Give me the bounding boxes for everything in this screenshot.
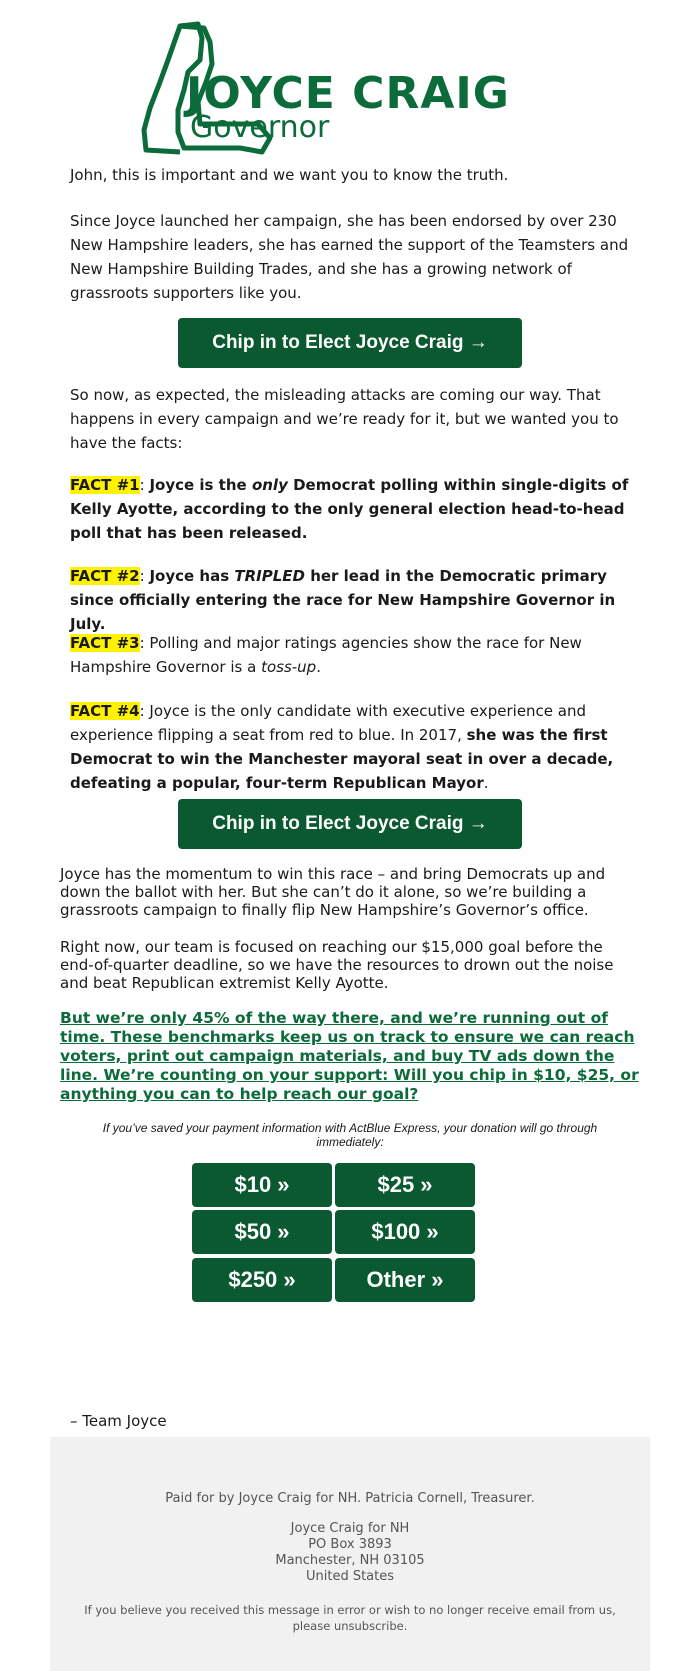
- fact-1-label: FACT #1: [70, 476, 140, 494]
- fact-3-label: FACT #3: [70, 634, 140, 652]
- fact-2: FACT #2: Joyce has TRIPLED her lead in the Democratic primary since officially entering the race for New Hampshire Governor in July.: [70, 567, 616, 633]
- paragraph-goal: Right now, our team is focused on reaching our $15,000 goal before the end-of-quarter deadline, so we have the resources to drown out the noise and beat Republican extremist Kelly Ayotte.: [60, 938, 614, 992]
- fact-1: FACT #1: Joyce is the only Democrat polling within single-digits of Kelly Ayotte, according to the only general election head-to-head poll that has been released.: [70, 476, 629, 542]
- donate-other-button[interactable]: Other »: [335, 1258, 475, 1302]
- paragraph-attacks: So now, as expected, the misleading attacks are coming our way. That happens in every campaign and we’re ready for it, but we wanted you to have the facts:: [70, 386, 619, 452]
- footer-po-box: PO Box 3893: [308, 1537, 392, 1552]
- donate-250-button[interactable]: $250 »: [192, 1258, 332, 1302]
- fact-2-label: FACT #2: [70, 567, 140, 585]
- donate-50-button[interactable]: $50 »: [192, 1210, 332, 1254]
- intro-text: John, this is important and we want you to know the truth.: [70, 166, 509, 184]
- actblue-express-note: If you’ve saved your payment information with ActBlue Express, your donation will go through immediately:: [102, 1121, 598, 1149]
- campaign-logo: [140, 20, 560, 160]
- footer-city: Manchester, NH 03105: [275, 1553, 425, 1568]
- footer-country: United States: [305, 1569, 395, 1584]
- donate-25-button[interactable]: $25 »: [335, 1163, 475, 1207]
- paragraph-endorsements: Since Joyce launched her campaign, she has been endorsed by over 230 New Hampshire leaders, she has earned the support of the Teamsters and New Hampshire Building Trades, and she has a growing network of grassroots supporters like you.: [70, 212, 629, 302]
- paid-for-disclaimer: Paid for by Joyce Craig for NH. Patricia Cornell, Treasurer.: [165, 1491, 535, 1506]
- paragraph-momentum: Joyce has the momentum to win this race – and bring Democrats up and down the ballot with her. But she can’t do it alone, so we’re building a grassroots campaign to finally flip New Hampshire’s Governor’s office.: [60, 865, 606, 919]
- fact-4: FACT #4: Joyce is the only candidate with executive experience and experience flipping a seat from red to blue. In 2017, she was the first Democrat to win the Manchester mayoral seat in over a decade, defeating a popular, four-term Republican Mayor.: [70, 702, 614, 792]
- cta-button-bottom[interactable]: Chip in to Elect Joyce Craig →: [178, 799, 522, 849]
- logo-name: JOYCE CRAIG: [186, 68, 510, 119]
- logo-subtitle: Governor: [190, 110, 330, 145]
- fact-3: FACT #3: Polling and major ratings agencies show the race for New Hampshire Governor is a toss-up.: [70, 634, 582, 676]
- donate-ask-link[interactable]: But we’re only 45% of the way there, and we’re running out of time. These benchmarks keep us on track to ensure we can reach voters, print out campaign materials, and buy TV ads down the line. We’re counting on your support: Will you chip in $10, $25, or anything you can to help reach our goal?: [60, 1009, 639, 1103]
- footer: [50, 1437, 650, 1671]
- cta-button-top[interactable]: Chip in to Elect Joyce Craig →: [178, 318, 522, 368]
- signoff: – Team Joyce: [70, 1412, 167, 1430]
- donate-100-button[interactable]: $100 »: [335, 1210, 475, 1254]
- footer-org: Joyce Craig for NH: [290, 1521, 410, 1536]
- unsubscribe-text[interactable]: If you believe you received this message in error or wish to no longer receive email from us, please unsubscribe.: [84, 1603, 616, 1633]
- fact-4-label: FACT #4: [70, 702, 140, 720]
- donate-10-button[interactable]: $10 »: [192, 1163, 332, 1207]
